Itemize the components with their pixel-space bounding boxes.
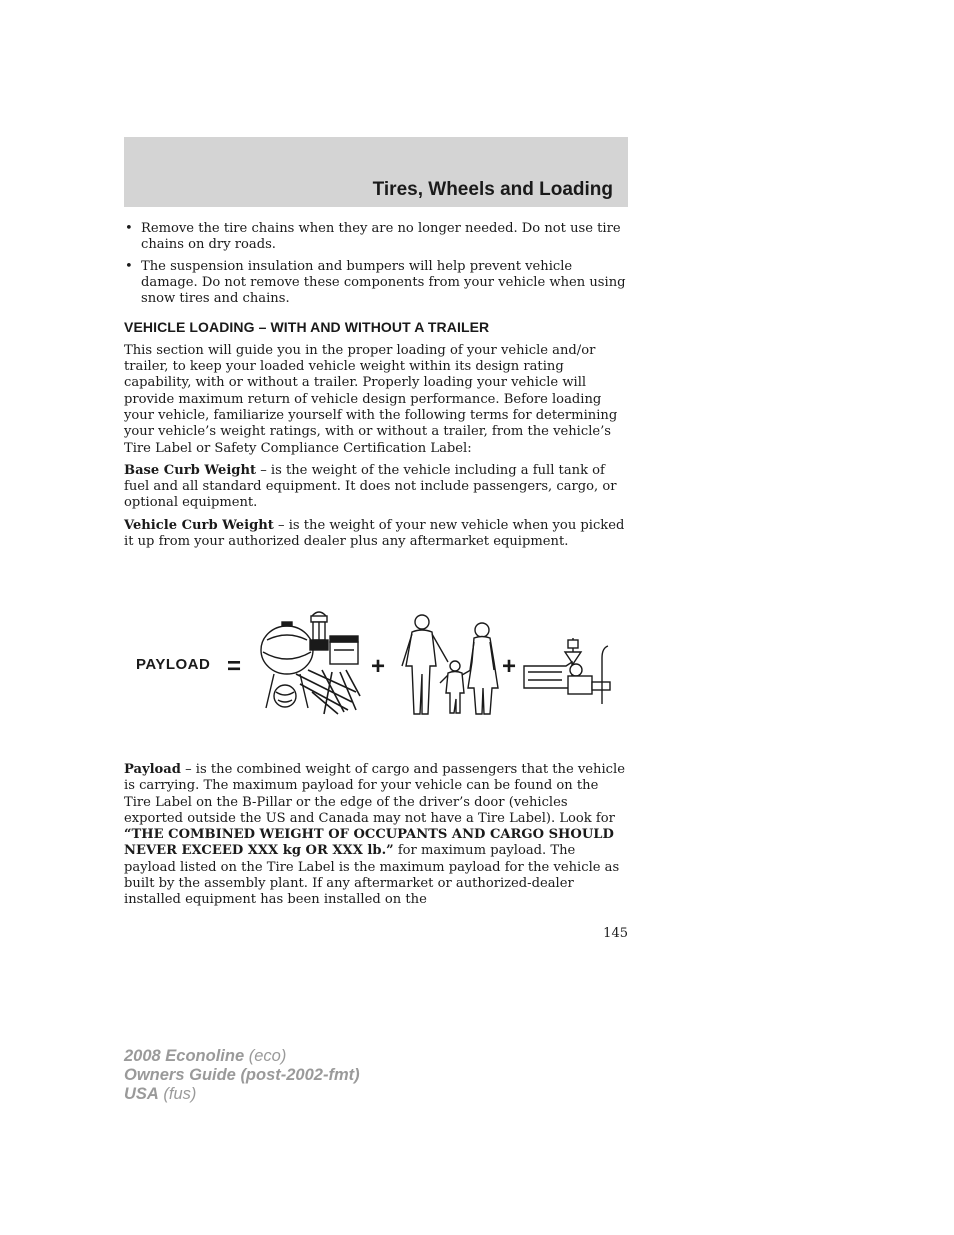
family-icon xyxy=(402,615,498,714)
bullet-icon: • xyxy=(125,258,133,274)
payload-label: PAYLOAD xyxy=(136,656,211,673)
term: Vehicle Curb Weight xyxy=(124,517,274,533)
payload-illustration xyxy=(124,600,629,725)
plus-sign: + xyxy=(502,653,517,680)
list-item: • The suspension insulation and bumpers will help prevent vehicle damage. Do not remove these components from your vehicle when using snow tires and chains. xyxy=(125,258,626,307)
grill-icon xyxy=(261,622,313,708)
base-curb-definition: Base Curb Weight – is the weight of the vehicle including a full tank of fuel and all standard equipment. It does not include passengers, cargo, or optional equipment. xyxy=(124,462,617,511)
term: Base Curb Weight xyxy=(124,462,257,478)
section-heading: VEHICLE LOADING – WITH AND WITHOUT A TRAILER xyxy=(124,319,490,336)
bold-quote: “THE COMBINED WEIGHT OF OCCUPANTS AND CARGO SHOULD NEVER EXCEED XXX kg OR XXX lb.” xyxy=(124,827,614,859)
footer-line: USA (fus) xyxy=(124,1085,197,1103)
payload-paragraph: Payload – is the combined weight of cargo and passengers that the vehicle is carrying. The maximum payload for your vehicle can be found on the Tire Label on the B-Pillar or the edge of the driver’s door (vehicles exported outside the US and Canada may not have a Tire Label). Look for “THE COMBINED WEIGHT OF OCCUPANTS AND CARGO SHOULD NEVER EXCEED XXX kg OR XXX lb.” for maximum payload. The payload listed on the Tire Label is the maximum payload for the vehicle as built by the assembly plant. If any aftermarket or authorized-dealer installed equipment has been installed on the xyxy=(124,762,625,908)
lantern-icon xyxy=(310,612,328,650)
term: Payload xyxy=(124,762,181,777)
footer-line: Owners Guide (post-2002-fmt) xyxy=(124,1066,360,1084)
bullet-icon: • xyxy=(125,221,133,236)
document-footer xyxy=(124,1047,360,1104)
intro-paragraph: This section will guide you in the proper loading of your vehicle and/or trailer, to keep your loaded vehicle weight within its design rating capability, with or without a trailer. Properly loading your vehicle will provide maximum return of vehicle design performance. Before loading your vehicle, familiarize yourself with the following terms for determining your vehicle’s weight ratings, with or without a trailer, from the vehicle’s Tire Label or Safety Compliance Certification Label: xyxy=(124,342,618,456)
bullet-list xyxy=(124,221,629,307)
plus-sign: + xyxy=(371,653,386,680)
vehicle-curb-definition: Vehicle Curb Weight – is the weight of your new vehicle when you picked it up from your authorized dealer plus any aftermarket equipment. xyxy=(124,517,625,550)
section-header-band xyxy=(124,137,628,207)
cooler-icon xyxy=(330,636,358,664)
list-item: • Remove the tire chains when they are no longer needed. Do not use tire chains on dry roads. xyxy=(125,221,621,253)
payload-definition xyxy=(124,762,629,915)
page-number: 145 xyxy=(603,926,628,941)
equals-sign: = xyxy=(227,653,242,680)
tools-icon xyxy=(296,670,360,714)
illustration-svg xyxy=(124,600,629,725)
trailer-hitch-icon xyxy=(524,638,610,704)
footer-line: 2008 Econoline (eco) xyxy=(124,1047,287,1065)
main-content xyxy=(124,221,629,556)
page-title: Tires, Wheels and Loading xyxy=(372,179,613,200)
